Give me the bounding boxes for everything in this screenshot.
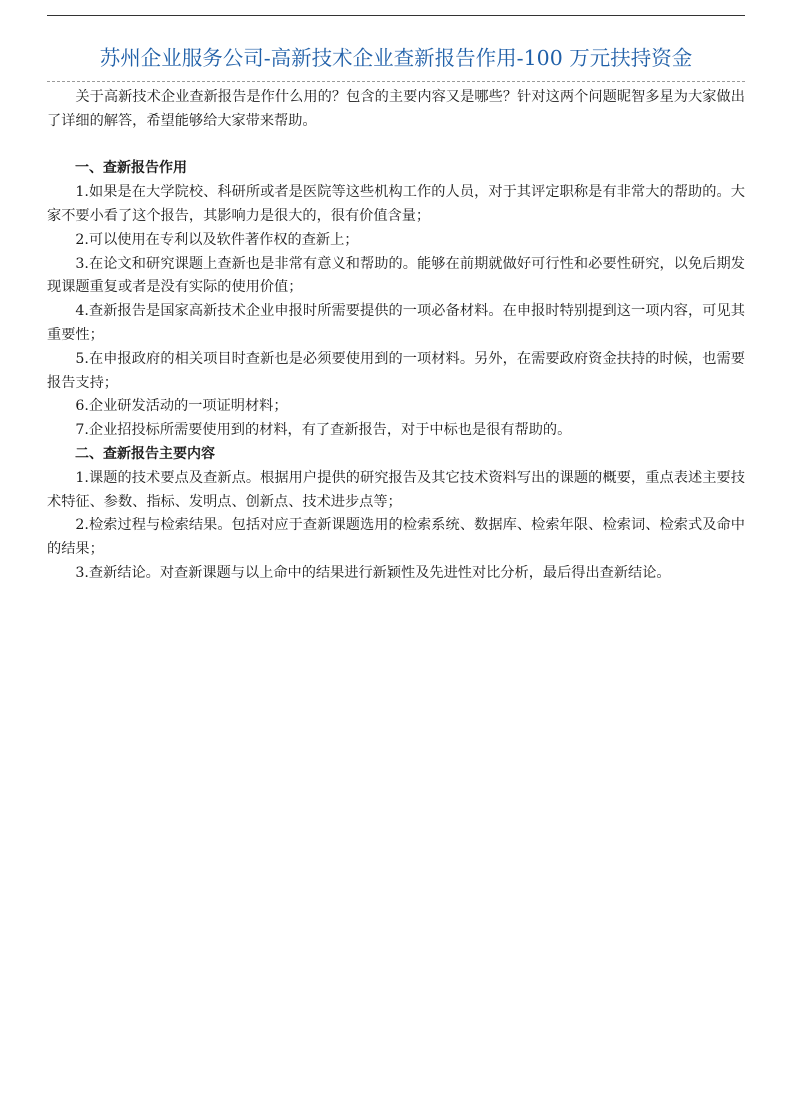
list-item: 1.如果是在大学院校、科研所或者是医院等这些机构工作的人员，对于其评定职称是有非常大的帮助的。大家不要小看了这个报告，其影响力是很大的，很有价值含量； xyxy=(47,184,745,224)
list-item: 2.检索过程与检索结果。包括对应于查新课题选用的检索系统、数据库、检索年限、检索词、检索式及命中的结果； xyxy=(47,517,745,558)
intro-paragraph: 关于高新技术企业查新报告是作什么用的？包含的主要内容又是哪些？针对这两个问题昵智多星为大家做出了详细的解答，希望能够给大家带来帮助。 xyxy=(47,89,745,129)
section-functions xyxy=(47,157,745,443)
list-item: 2.可以使用在专利以及软件著作权的查新上； xyxy=(75,231,359,248)
list-item: 3.在论文和研究课题上查新也是非常有意义和帮助的。能够在前期就做好可行性和必要性研究，以免后期发现课题重复或者是没有实际的使用价值； xyxy=(47,255,745,296)
section-heading: 一、查新报告作用 xyxy=(75,160,187,177)
header-rule xyxy=(47,15,745,16)
section-heading: 二、查新报告主要内容 xyxy=(75,445,215,462)
document-body xyxy=(47,86,745,586)
title-divider xyxy=(47,81,745,82)
document-title: 苏州企业服务公司-高新技术企业查新报告作用-100 万元扶持资金 xyxy=(99,46,693,70)
list-item: 5.在申报政府的相关项目时查新也是必须要使用到的一项材料。另外，在需要政府资金扶持的时候，也需要报告支持； xyxy=(47,350,745,391)
section-contents xyxy=(47,443,745,586)
list-item: 6.企业研发活动的一项证明材料； xyxy=(75,398,288,415)
list-item: 7.企业招投标所需要使用到的材料，有了查新报告，对于中标也是很有帮助的。 xyxy=(75,422,572,439)
list-item: 3.查新结论。对查新课题与以上命中的结果进行新颖性及先进性对比分析，最后得出查新结论。 xyxy=(75,564,671,581)
list-item: 4.查新报告是国家高新技术企业申报时所需要提供的一项必备材料。在申报时特别提到这一项内容，可见其重要性； xyxy=(47,303,745,343)
blank-line xyxy=(47,134,745,158)
list-item: 1.课题的技术要点及查新点。根据用户提供的研究报告及其它技术资料写出的课题的概要，重点表述主要技术特征、参数、指标、发明点、创新点、技术进步点等； xyxy=(47,469,745,510)
